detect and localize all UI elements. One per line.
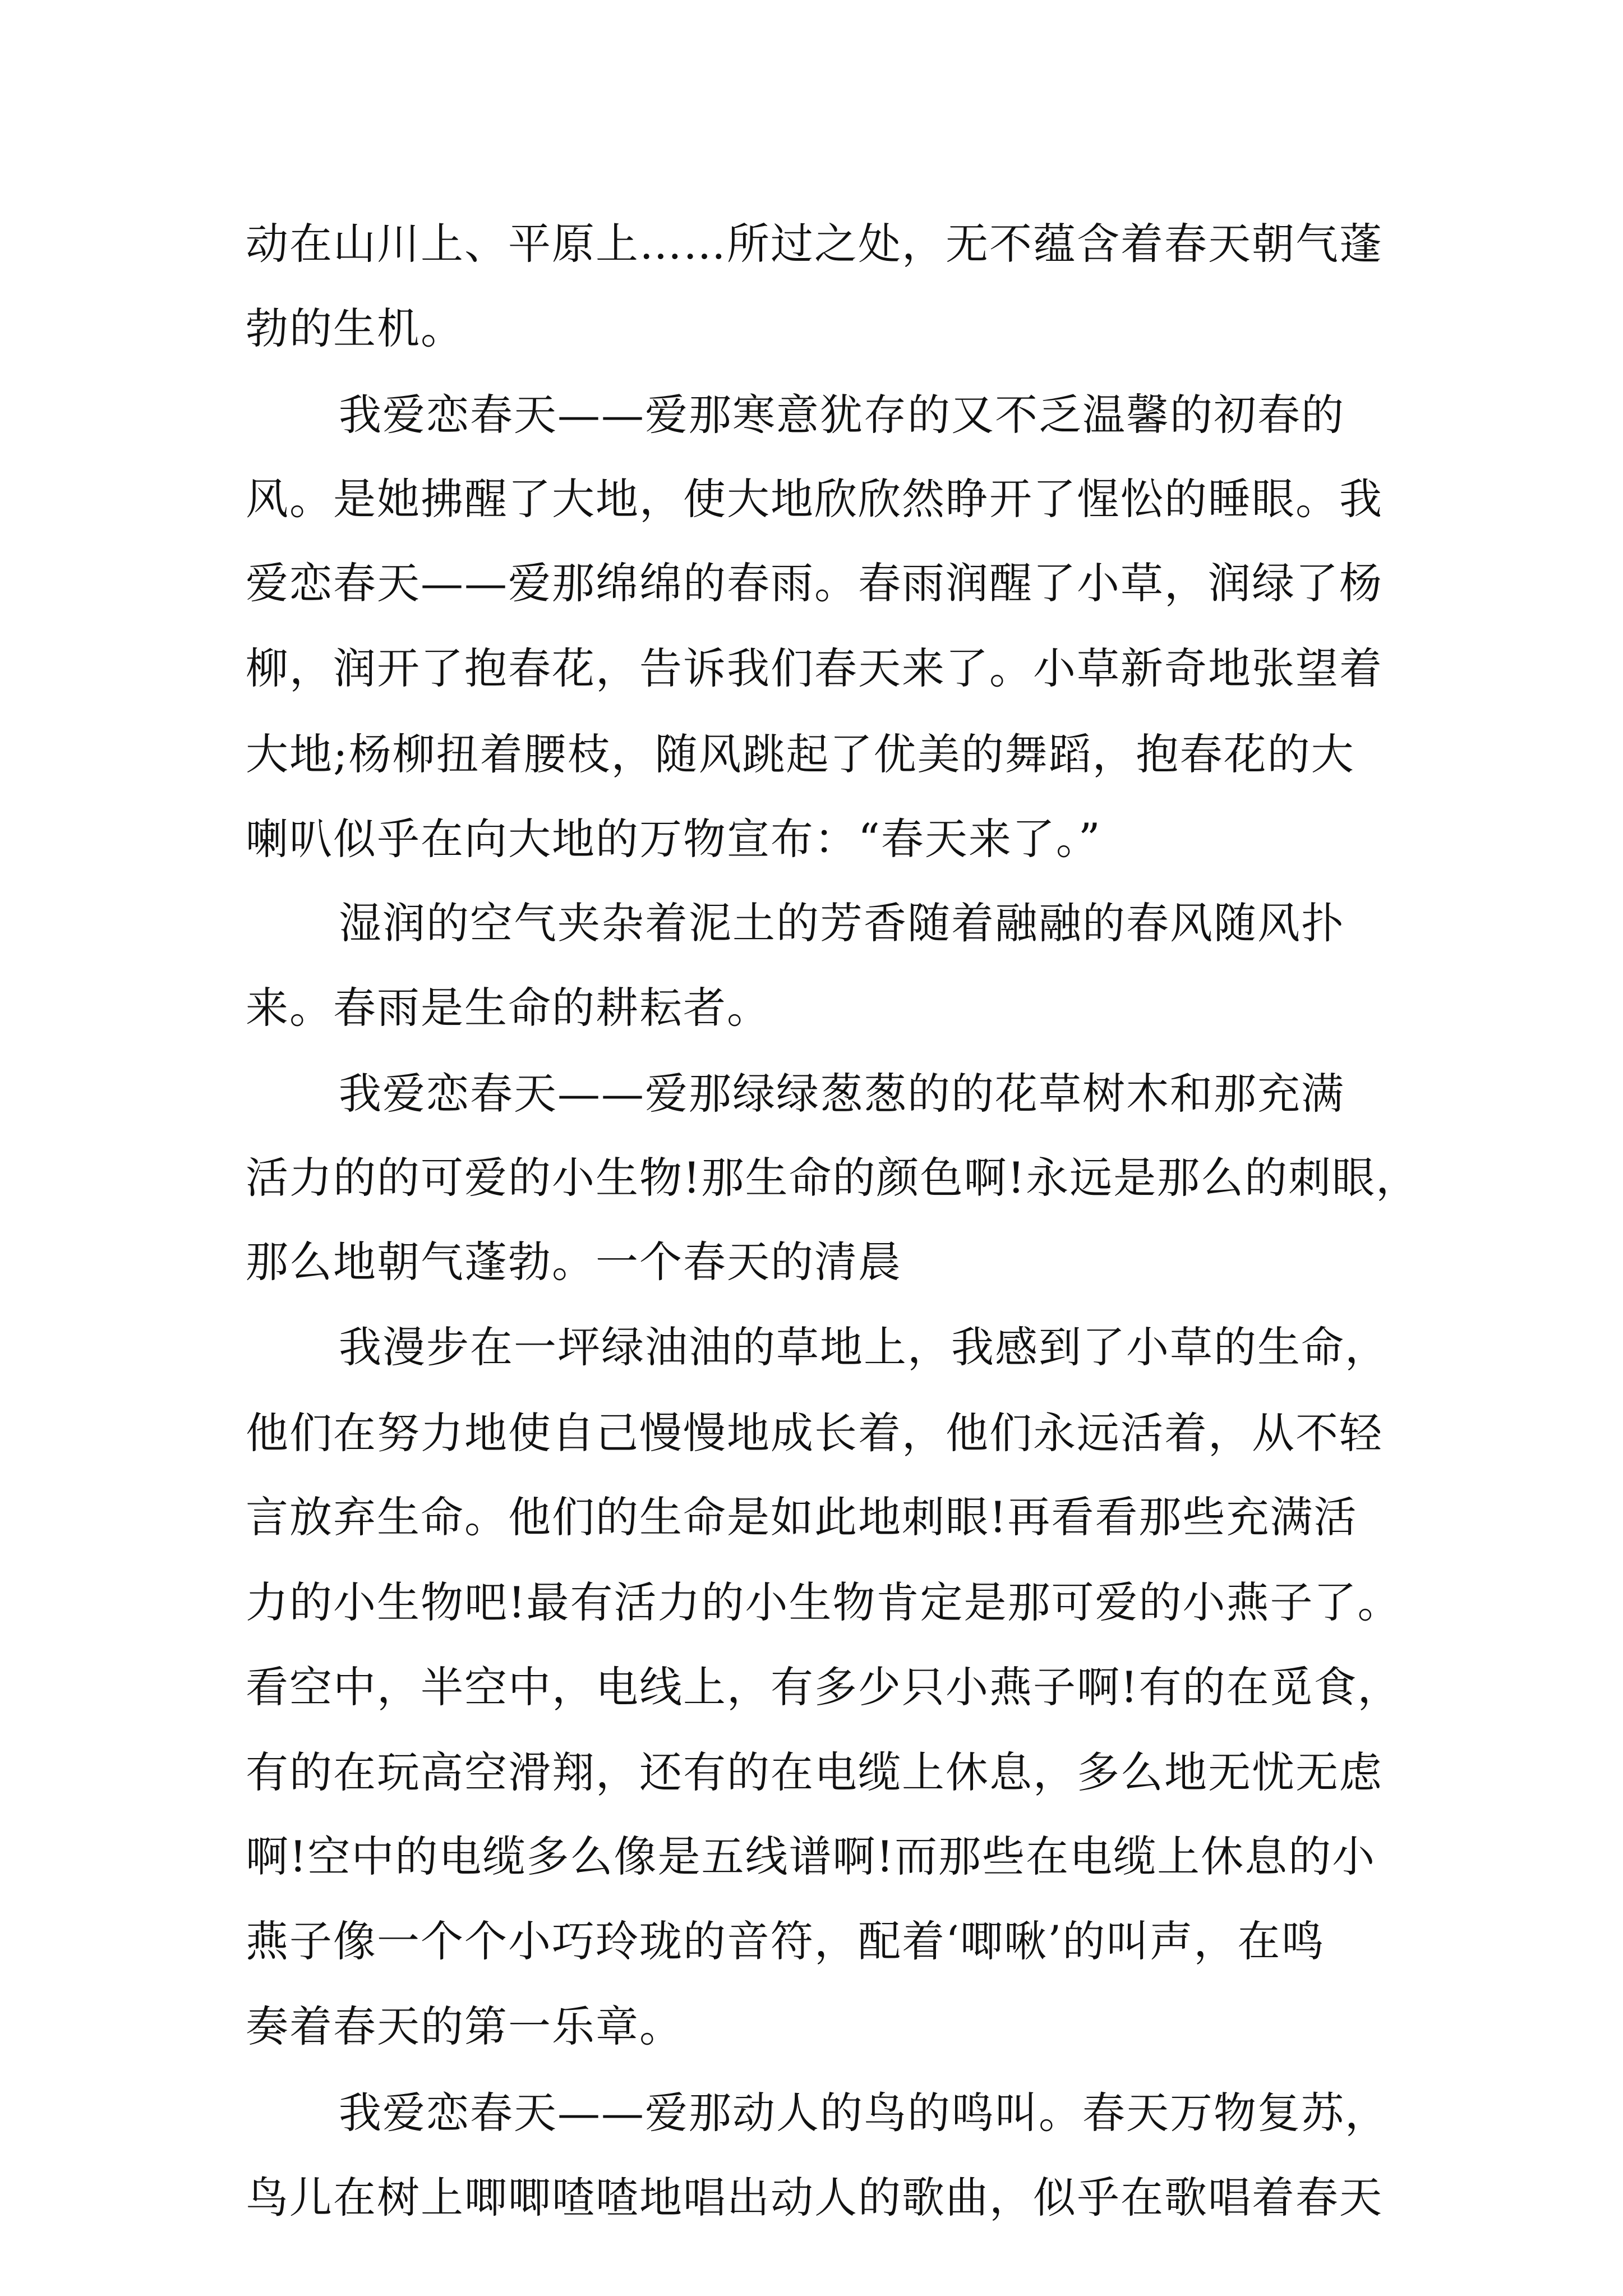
- paragraph-start-line: 我漫步在一坪绿油油的草地上，我感到了小草的生命，: [339, 1322, 1389, 1372]
- text-line: 风。是她拂醒了大地，使大地欣欣然睁开了惺忪的睡眼。我: [246, 474, 1383, 524]
- text-line: 活力的的可爱的小生物!那生命的颜色啊!永远是那么的刺眼，: [246, 1153, 1420, 1203]
- text-line: 力的小生物吧!最有活力的小生物肯定是那可爱的小燕子了。: [246, 1577, 1401, 1627]
- text-line: 燕子像一个个小巧玲珑的音符，配着‘唧啾’的叫声，在鸣: [246, 1916, 1325, 1966]
- text-line: 柳，润开了抱春花，告诉我们春天来了。小草新奇地张望着: [246, 643, 1383, 693]
- text-line: 喇叭似乎在向大地的万物宣布：“春天来了。”: [246, 814, 1101, 864]
- text-line: 来。春雨是生命的耕耘者。: [246, 983, 771, 1033]
- text-line: 啊!空中的电缆多么像是五线谱啊!而那些在电缆上休息的小: [246, 1832, 1376, 1881]
- text-line: 大地;杨柳扭着腰枝，随风跳起了优美的舞蹈，抱春花的大: [246, 729, 1355, 779]
- text-line: 动在山川上、平原上……所过之处，无不蕴含着春天朝气蓬: [246, 219, 1383, 269]
- text-line: 他们在努力地使自己慢慢地成长着，他们永远活着，从不轻: [246, 1408, 1383, 1458]
- paragraph-start-line: 湿润的空气夹杂着泥土的芳香随着融融的春风随风扑: [339, 898, 1345, 948]
- text-line: 有的在玩高空滑翔，还有的在电缆上休息，多么地无忧无虑: [246, 1747, 1383, 1797]
- paragraph-start-line: 我爱恋春天——爱那动人的鸟的鸣叫。春天万物复苏，: [339, 2088, 1389, 2138]
- paragraph-start-line: 我爱恋春天——爱那寒意犹存的又不乏温馨的初春的: [339, 390, 1345, 440]
- text-line: 奏着春天的第一乐章。: [246, 2001, 683, 2051]
- text-line: 爱恋春天——爱那绵绵的春雨。春雨润醒了小草，润绿了杨: [246, 558, 1383, 608]
- paragraph-start-line: 我爱恋春天——爱那绿绿葱葱的的花草树木和那充满: [339, 1069, 1345, 1119]
- text-line: 言放弃生命。他们的生命是如此地刺眼!再看看那些充满活: [246, 1492, 1358, 1542]
- text-line: 勃的生机。: [246, 303, 464, 353]
- text-line: 那么地朝气蓬勃。一个春天的清晨: [246, 1237, 902, 1287]
- text-line: 鸟儿在树上唧唧喳喳地唱出动人的歌曲，似乎在歌唱着春天: [246, 2173, 1383, 2223]
- text-line: 看空中，半空中，电线上，有多少只小燕子啊!有的在觅食，: [246, 1662, 1401, 1712]
